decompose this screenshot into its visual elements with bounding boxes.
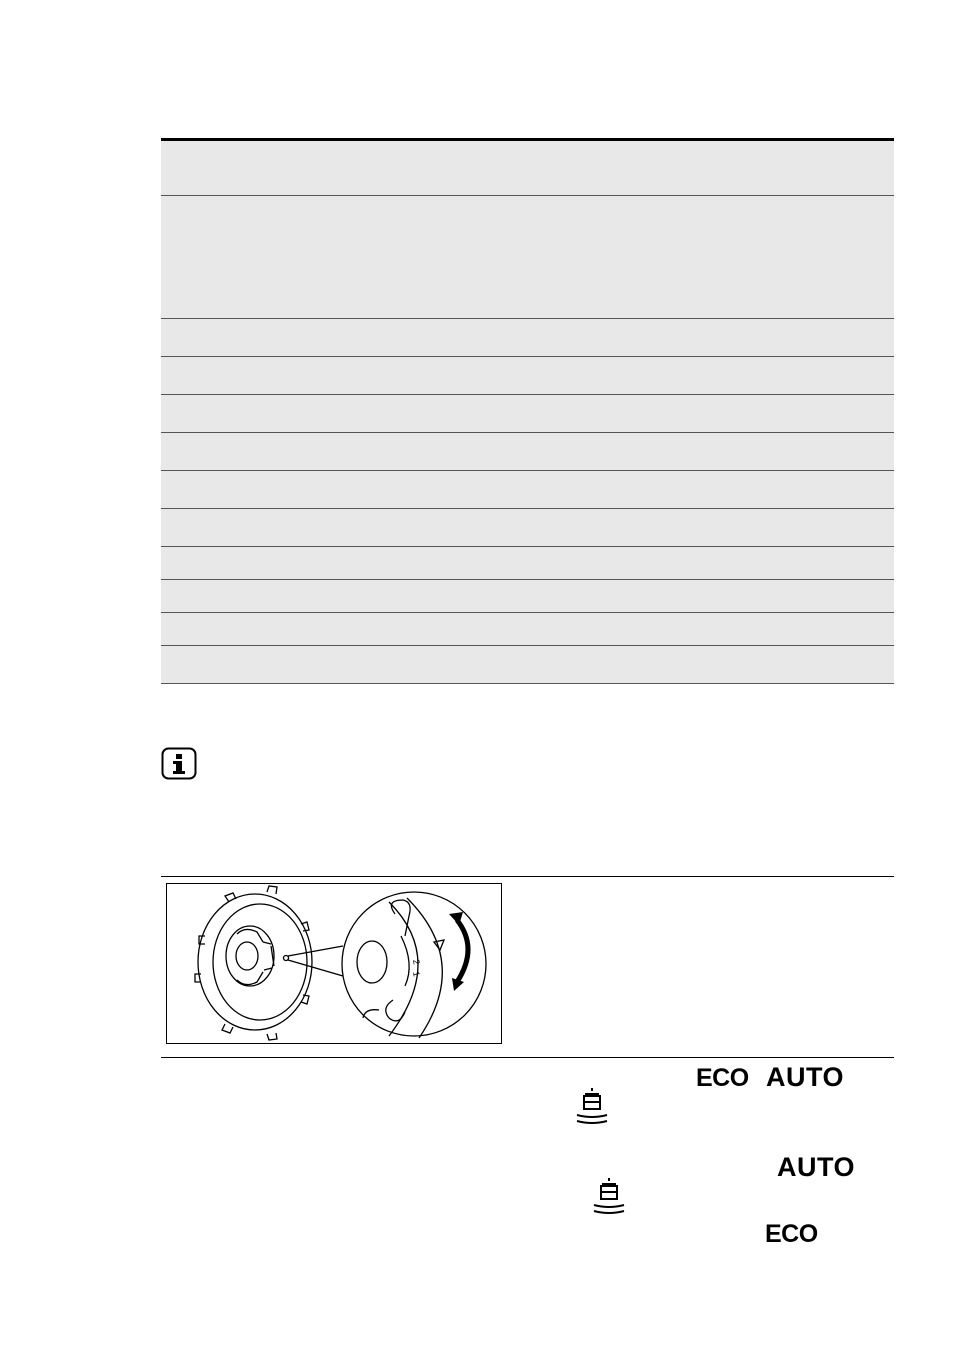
table-row <box>161 547 894 580</box>
pot-dishes-icon <box>589 1176 629 1218</box>
auto-label: AUTO <box>766 1062 845 1092</box>
section-divider <box>161 1057 894 1058</box>
dial-marking: 1 <box>411 970 422 978</box>
water-softener-dial-icon <box>167 884 500 1042</box>
table-row <box>161 471 894 509</box>
softener-dial-figure <box>166 883 502 1044</box>
pot-dishes-icon <box>572 1086 612 1128</box>
data-table <box>161 138 894 684</box>
table-row <box>161 357 894 395</box>
eco-label: ECO <box>696 1064 749 1092</box>
table-row <box>161 141 894 196</box>
dial-marking: 2 <box>411 958 422 966</box>
table-row <box>161 395 894 433</box>
table-row <box>161 433 894 471</box>
table-row <box>161 196 894 319</box>
eco-label: ECO <box>765 1220 818 1248</box>
table-row <box>161 646 894 684</box>
auto-label: AUTO <box>777 1152 856 1182</box>
info-icon <box>161 747 197 780</box>
table-row <box>161 613 894 646</box>
table-row <box>161 319 894 357</box>
section-divider <box>161 876 894 877</box>
table-row <box>161 509 894 547</box>
table-row <box>161 580 894 613</box>
